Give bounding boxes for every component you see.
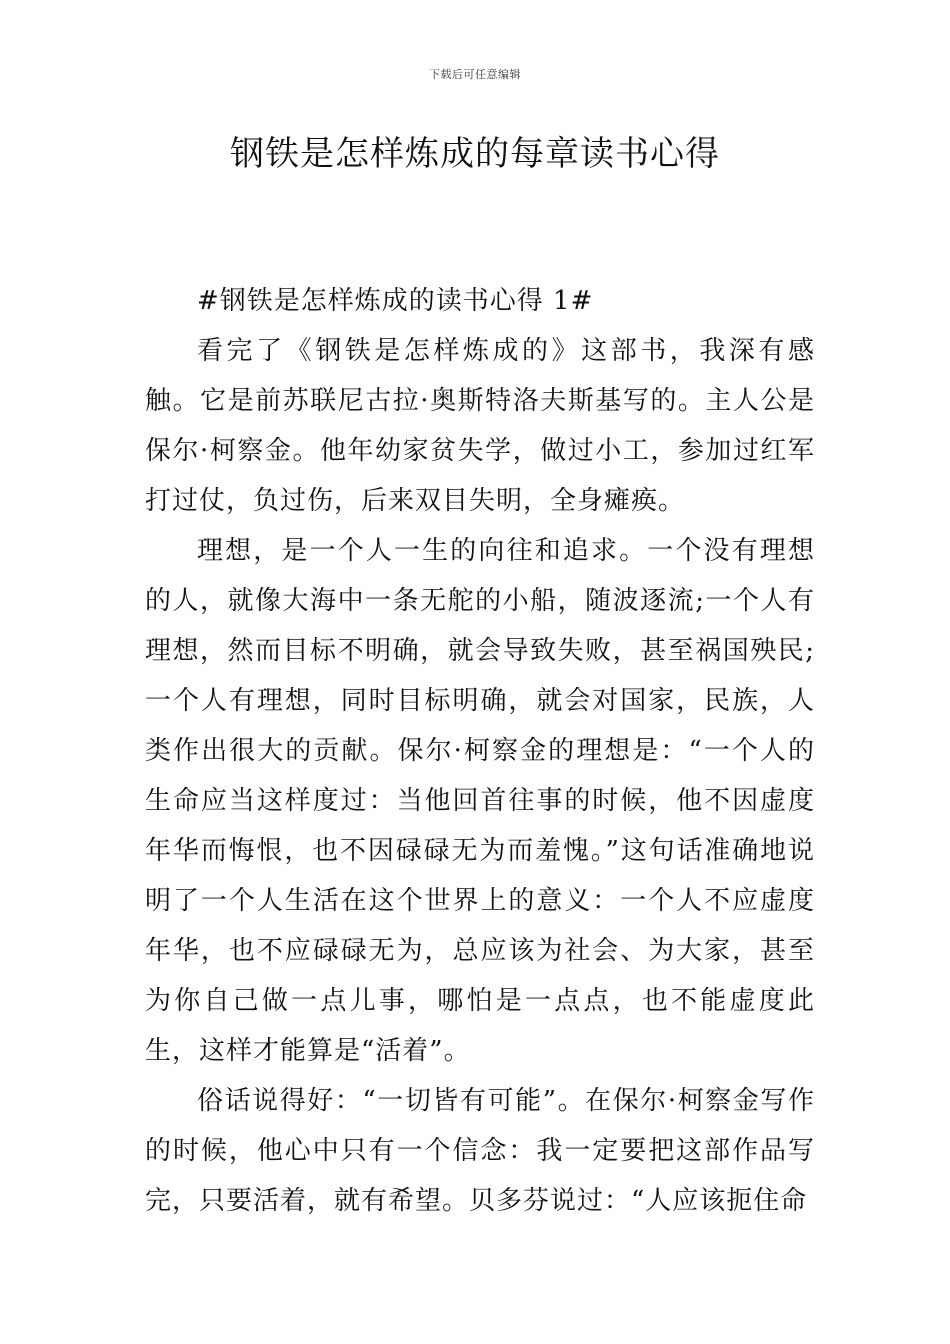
document-body	[145, 276, 815, 1226]
document-title: 钢铁是怎样炼成的每章读书心得	[230, 134, 720, 174]
header-note: 下载后可任意编辑	[429, 68, 521, 81]
paragraph: 俗话说得好：“一切皆有可能”。在保尔·柯察金写作的时候，他心中只有一个信念：我一定要把这部作品写完，只要活着，就有希望。贝多芬说过：“人应该扼住命	[145, 1086, 815, 1216]
section-heading: #钢铁是怎样炼成的读书心得 1#	[197, 286, 594, 316]
paragraph: 看完了《钢铁是怎样炼成的》这部书，我深有感触。它是前苏联尼古拉·奥斯特洛夫斯基写的。主人公是保尔·柯察金。他年幼家贫失学，做过小工，参加过红军打过仗，负过伤，后来双目失明，全身瘫痪。	[145, 336, 815, 516]
paragraph: 理想，是一个人一生的向往和追求。一个没有理想的人，就像大海中一条无舵的小船，随波逐流;一个人有理想，然而目标不明确，就会导致失败，甚至祸国殃民;一个人有理想，同时目标明确，就会对国家，民族，人类作出很大的贡献。保尔·柯察金的理想是：“一个人的生命应当这样度过：当他回首往事的时候，他不因虚度年华而悔恨，也不因碌碌无为而羞愧。”这句话准确地说明了一个人生活在这个世界上的意义：一个人不应虚度年华，也不应碌碌无为，总应该为社会、为大家，甚至为你自己做一点儿事，哪怕是一点点，也不能虚度此生，这样才能算是“活着”。	[145, 536, 815, 1066]
